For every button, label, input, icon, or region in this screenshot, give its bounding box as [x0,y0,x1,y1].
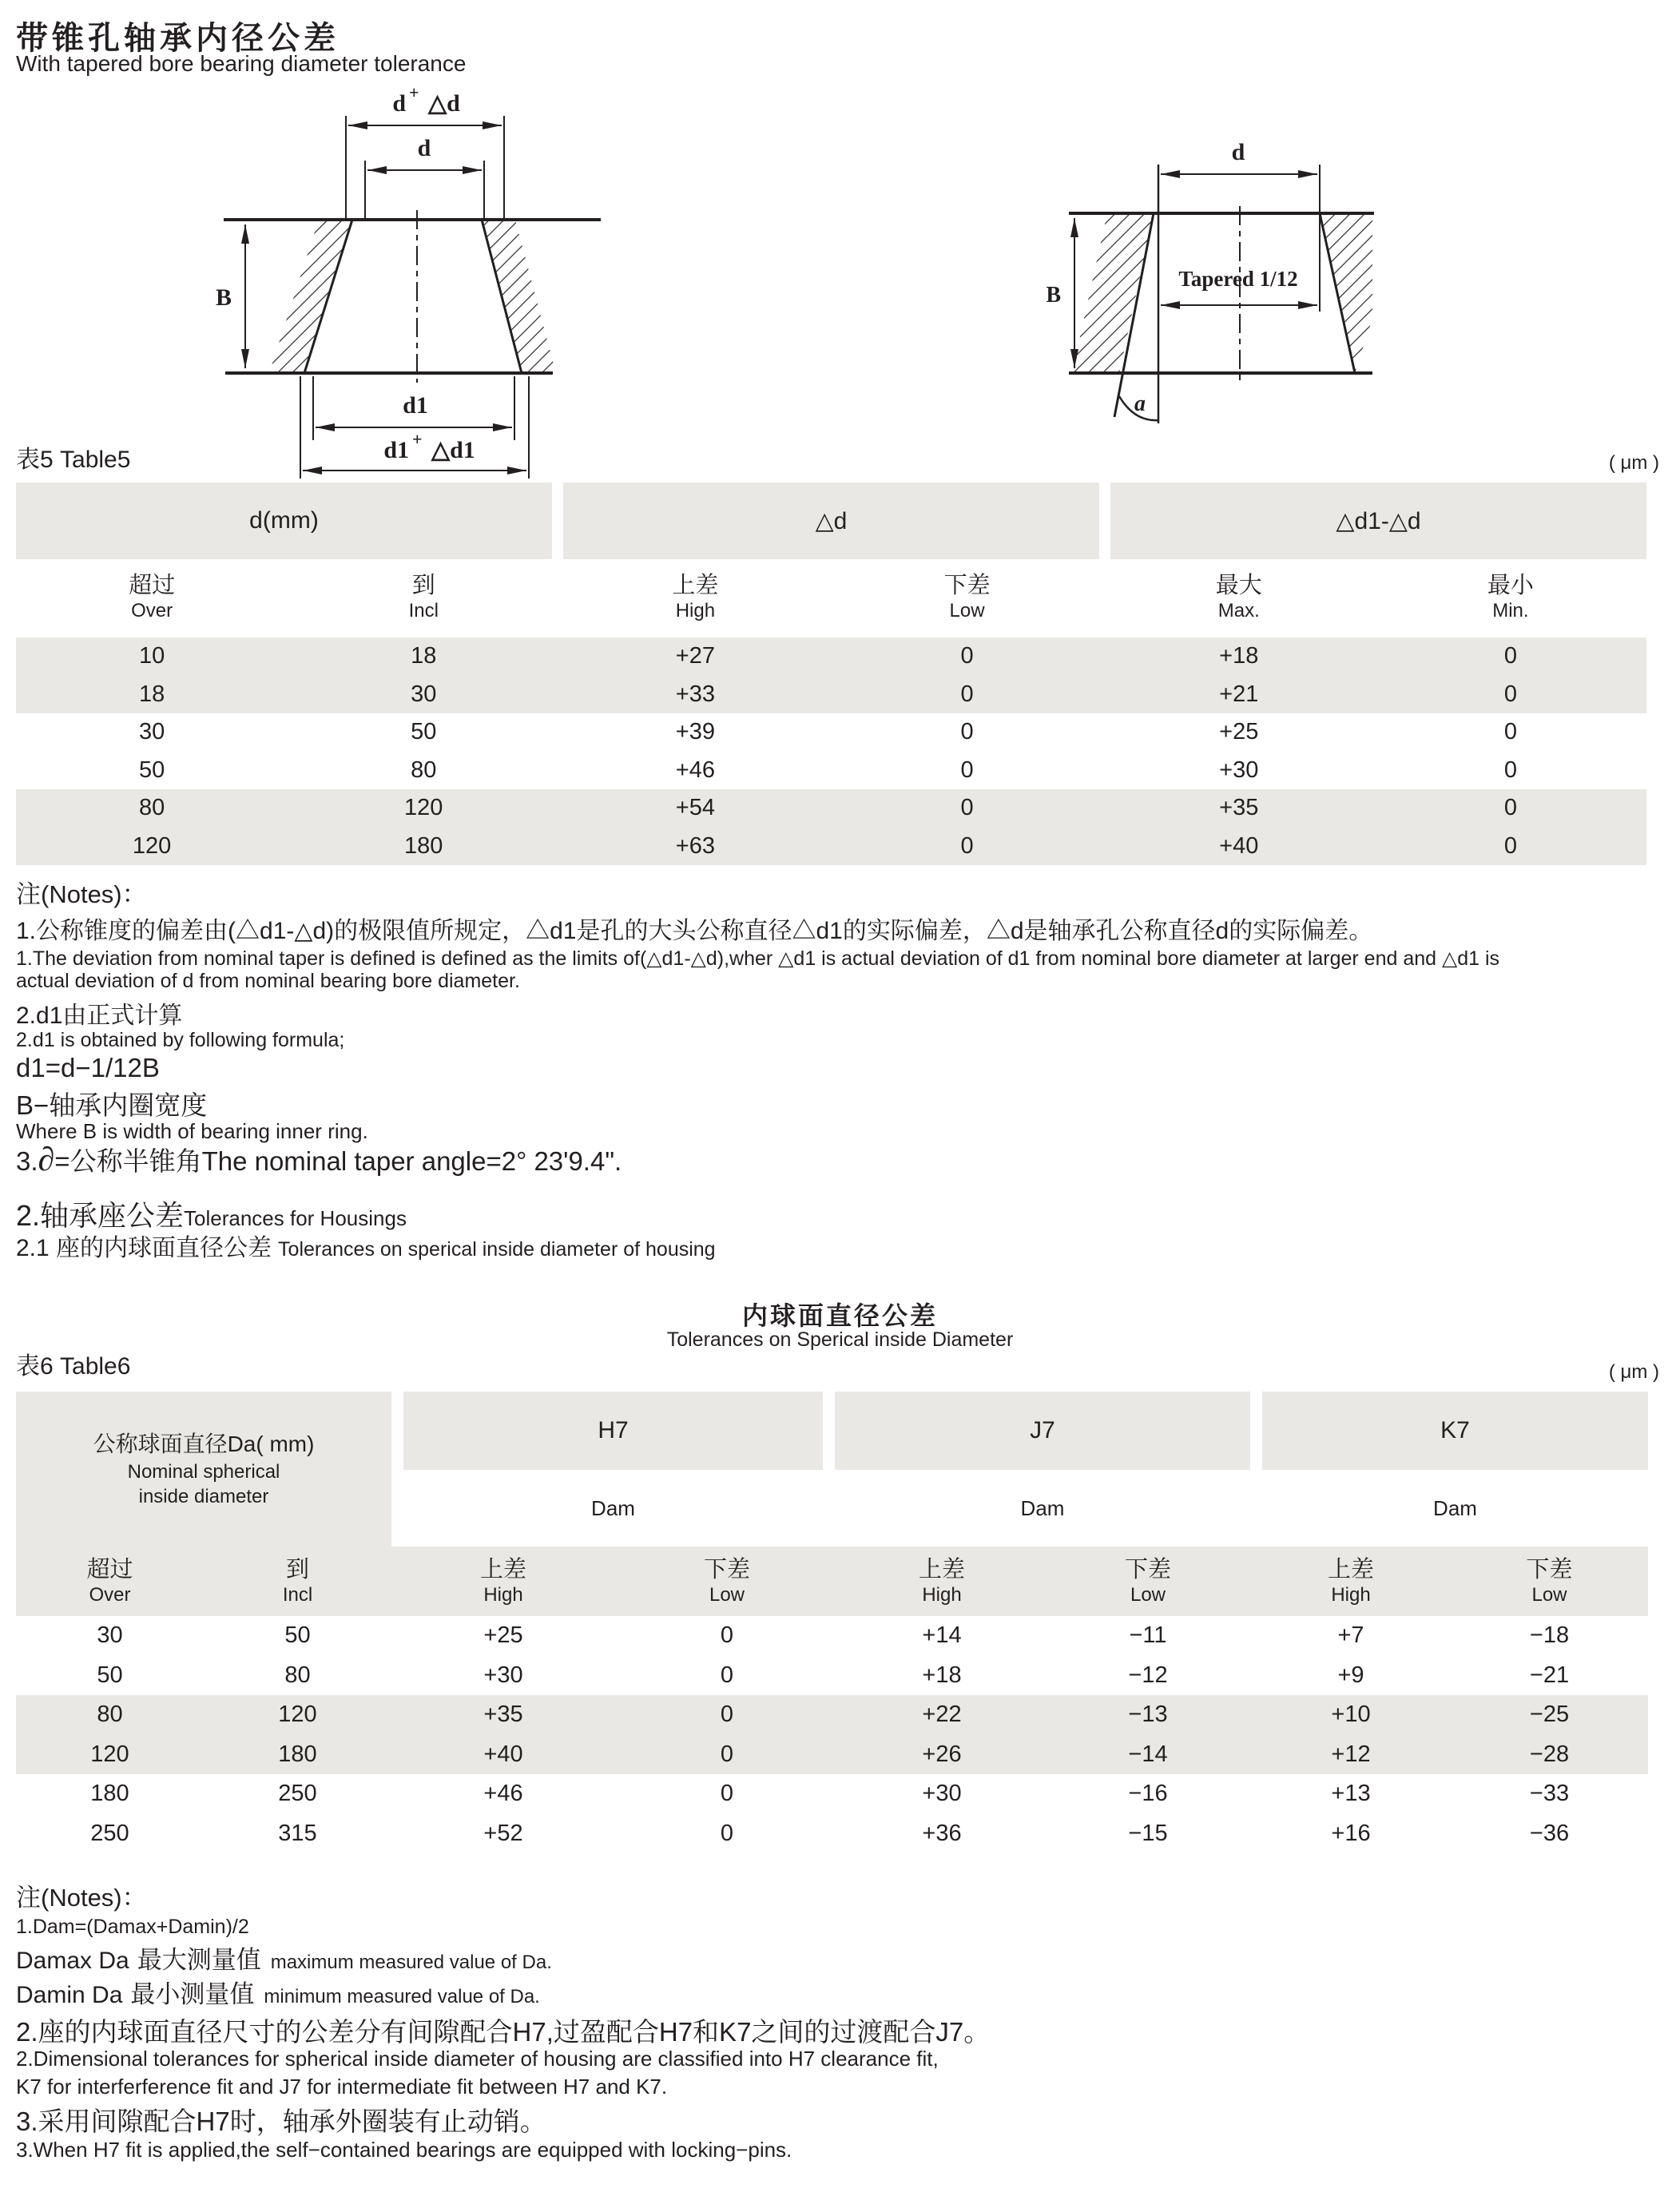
table-cell: 10 [138,643,165,669]
note3-en: 3.When H7 fit is applied,the self−contained bearings are equipped with locking−pins. [16,2138,792,2162]
table-cell: +25 [1219,719,1259,745]
table6 [16,1392,1648,1853]
table6-group-j7: J7 Dam [835,1392,1250,1547]
table-cell: 0 [1503,795,1517,821]
table-cell: −13 [1128,1702,1168,1728]
note2-en: 2.d1 is obtained by following formula; [16,1029,345,1051]
taper-ratio-label: Tapered 1/12 [1178,267,1298,291]
table-cell: 0 [960,756,974,783]
note2-cn: 2.座的内球面直径尺寸的公差分有间隙配合H7,过盈配合H7和K7之间的过渡配合J7。 [16,2017,991,2047]
table-cell: +7 [1337,1622,1364,1649]
table-cell: +27 [675,643,715,669]
note3-taper-angle: 3.∂=公称半锥角The nominal taper angle=2° 23'9.4". [16,1142,622,1178]
table-cell: +12 [1331,1741,1371,1767]
table-cell: 0 [720,1741,734,1767]
table-cell: 180 [90,1781,129,1807]
table-cell: 0 [1503,756,1517,783]
table5-caption: 表5 Table5 [16,447,131,473]
table6-caption: 表6 Table6 [16,1353,131,1380]
col-header-high: 上差 High [672,573,719,621]
table-row [16,1695,1648,1735]
note1-en-line2: actual deviation of d from nominal bearing bore diameter. [16,970,520,992]
table-cell: +33 [675,681,715,707]
dim-label-tol-d1: △d1 [431,437,475,463]
table-cell: +30 [922,1781,962,1807]
tapered-bore-section-diagram [112,68,607,483]
dim-label-plus-sup: + [409,82,419,102]
table-cell: −11 [1129,1622,1167,1649]
col-header-incl: 到 Incl [408,573,439,621]
table-cell: 18 [138,681,165,707]
dim-label-B: B [1046,283,1061,308]
table-row [16,676,1646,714]
table-row [16,789,1646,828]
table-cell: +63 [675,832,715,859]
col-header-min: 最小 Min. [1487,573,1534,621]
table-cell: +9 [1337,1662,1364,1688]
table5-unit: ( μm ) [1608,452,1659,474]
col-header-over: 超过 Over [129,573,176,621]
col-header-high: 上差 High [1327,1556,1374,1606]
col-header-over: 超过 Over [86,1556,133,1606]
table-cell: 30 [97,1622,123,1649]
section2-1-heading: 2.1 座的内球面直径公差 Tolerances on sperical inside diameter of housing [16,1235,716,1261]
b-definition-cn: B−轴承内圈宽度 [16,1090,208,1120]
dam-label: Dam [1433,1495,1477,1520]
table-cell: −36 [1529,1820,1570,1846]
table-cell: 0 [720,1662,734,1688]
table-cell: 250 [90,1820,129,1846]
table-cell: 50 [97,1662,123,1688]
table-cell: 50 [138,756,165,783]
note-damin: Damin Da 最小测量值 minimum measured value of Da. [16,1980,540,2008]
dam-label: Dam [591,1495,635,1520]
col-header-low: 下差 Low [1526,1556,1573,1606]
table-cell: −12 [1128,1662,1168,1688]
note-damax: Damax Da 最大测量值 maximum measured value of Da. [16,1946,552,1974]
table6-header [16,1392,1648,1547]
table-cell: −18 [1529,1622,1570,1649]
table-cell: +35 [483,1702,523,1728]
dim-label-d: d [1231,139,1245,165]
table-cell: 0 [720,1622,734,1649]
table-cell: +35 [1219,795,1259,821]
table-cell: +40 [1219,832,1259,859]
table-cell: −28 [1529,1741,1570,1767]
note1-en-line1: 1.The deviation from nominal taper is defined is defined as the limits of(△d1-△d),wher △d1 is actual deviation of d1 from nominal bore diameter at larger end and △d1 is [16,947,1500,970]
b-definition-en: Where B is width of bearing inner ring. [16,1119,368,1143]
note2-en-line2: K7 for interferference fit and J7 for intermediate fit between H7 and K7. [16,2075,668,2099]
col-header-incl: 到 Incl [282,1556,313,1606]
page-subtitle: With tapered bore bearing diameter tolerance [16,51,467,76]
table-cell: +30 [483,1662,523,1688]
taper-angle-diagram [999,80,1478,431]
table-cell: +46 [483,1781,523,1807]
table5-group-delta-d1-d: △d1-△d [1110,482,1646,559]
note2-cn: 2.d1由正式计算 [16,1003,183,1029]
table-cell: 120 [132,832,172,859]
table-cell: +36 [922,1820,962,1846]
table-cell: +21 [1219,681,1259,707]
table-cell: 250 [278,1781,317,1807]
table-cell: +54 [675,795,715,821]
hatch-right-wall [482,220,556,373]
table-cell: 50 [411,719,437,745]
table-cell: 0 [720,1781,734,1807]
col-header-max: 最大 Max. [1215,573,1262,621]
table-cell: +10 [1331,1702,1371,1728]
table-cell: +22 [922,1702,962,1728]
table-row [16,713,1646,752]
dam-label: Dam [1020,1495,1065,1520]
notes1-heading: 注(Notes)： [16,880,147,908]
table-cell: 0 [960,832,974,859]
table-cell: 120 [404,795,443,821]
table-row [16,1814,1648,1854]
table-cell: +18 [1219,643,1259,669]
table5-group-dmm: d(mm) [16,482,552,559]
table-cell: 0 [960,681,974,707]
table-cell: +14 [922,1622,962,1649]
table-cell: +40 [483,1741,523,1767]
table-cell: 18 [411,643,437,669]
table-row [16,1656,1648,1696]
table-cell: +16 [1331,1820,1371,1846]
dim-label-d-plus-tol: d [392,90,406,117]
table-cell: 180 [278,1741,317,1767]
table5-group-header-row [16,482,1646,559]
dim-label-d1-plus-tol: d1 [383,437,409,463]
table-cell: 0 [960,795,974,821]
note3-cn: 3.采用间隙配合H7时，轴承外圈装有止动销。 [16,2107,546,2136]
table-cell: 80 [284,1662,311,1688]
table-cell: 180 [404,832,443,859]
table-cell: 30 [138,719,165,745]
table-cell: +18 [922,1662,962,1688]
dim-label-tol: △d [428,90,460,117]
table-cell: 120 [278,1702,317,1728]
note2-en-line1: 2.Dimensional tolerances for spherical inside diameter of housing are classified into H7 clearance fit, [16,2047,939,2071]
table-cell: 120 [90,1741,129,1767]
col-header-high: 上差 High [918,1556,965,1606]
table-cell: 50 [284,1622,311,1649]
dim-label-d: d [417,135,431,161]
table6-band-2 [16,1695,1648,1774]
table6-title-en: Tolerances on Sperical inside Diameter [666,1328,1014,1351]
notes2-heading: 注(Notes)： [16,1884,147,1912]
table-cell: 80 [97,1702,123,1728]
table-cell: 0 [1503,719,1517,745]
table-cell: −33 [1529,1781,1570,1807]
table-row [16,1774,1648,1814]
table5-band-1 [16,637,1646,713]
table6-group-k7: K7 Dam [1262,1392,1648,1547]
table5-band-3 [16,789,1646,865]
table-cell: 0 [960,719,974,745]
table6-title-cn: 内球面直径公差 [741,1301,938,1330]
table-row [16,828,1646,866]
table-row [16,1616,1648,1656]
table-cell: +26 [922,1741,962,1767]
table5-band-2 [16,713,1646,789]
dim-label-plus-sup2: + [412,429,423,449]
table-cell: +30 [1219,756,1259,783]
table6-subheader-row [16,1547,1648,1616]
section2-heading: 2.轴承座公差Tolerances for Housings [16,1199,407,1232]
col-header-low: 下差 Low [1124,1556,1171,1606]
hatch-right-wall [1320,213,1372,373]
formula-d1: d1=d−1/12B [16,1053,160,1082]
table6-band-1 [16,1616,1648,1695]
table-row [16,637,1646,676]
table-cell: −14 [1128,1741,1168,1767]
dim-label-B: B [215,284,232,311]
table-cell: 80 [138,795,165,821]
half-taper-angle-symbol: ∂ [38,1142,55,1178]
table6-corner-header: 公称球面直径Da( mm) Nominal spherical inside diameter [16,1392,391,1547]
dim-label-d1: d1 [403,392,428,419]
table-cell: −16 [1128,1781,1168,1807]
table-row [16,1735,1648,1775]
page-title: 带锥孔轴承内径公差 [16,21,340,56]
table5 [16,482,1646,865]
table-cell: 80 [411,756,437,783]
note-dam-formula: 1.Dam=(Damax+Damin)/2 [16,1916,249,1938]
table5-subheader-row [16,559,1646,636]
table-cell: 0 [1503,681,1517,707]
col-header-low: 下差 Low [703,1556,750,1606]
table-cell: +46 [675,756,715,783]
table-cell: +39 [675,719,715,745]
table6-group-h7: H7 Dam [403,1392,823,1547]
table-cell: 0 [720,1702,734,1728]
table-cell: 0 [720,1820,734,1846]
col-header-high: 上差 High [479,1556,526,1606]
table-cell: +13 [1331,1781,1371,1807]
table-cell: 0 [960,643,974,669]
table-cell: −21 [1529,1662,1570,1688]
table6-band-3 [16,1774,1648,1853]
table-cell: 0 [1503,832,1517,859]
table6-unit: ( μm ) [1608,1361,1659,1383]
table-row [16,752,1646,790]
col-header-low: 下差 Low [943,573,991,621]
angle-label: a [1134,391,1146,416]
table-cell: 315 [278,1820,317,1846]
table-cell: −15 [1128,1820,1168,1846]
table-cell: 30 [411,681,437,707]
table-cell: +52 [483,1820,523,1846]
note1-cn: 1.公称锥度的偏差由(△d1-△d)的极限值所规定，△d1是孔的大头公称直径△d1的实际偏差，△d是轴承孔公称直径d的实际偏差。 [16,918,1373,944]
hatch-left-wall [1072,213,1154,373]
table-cell: 0 [1503,643,1517,669]
table-cell: +25 [483,1622,523,1649]
table5-group-delta-d: △d [563,482,1099,559]
table-cell: −25 [1529,1702,1570,1728]
